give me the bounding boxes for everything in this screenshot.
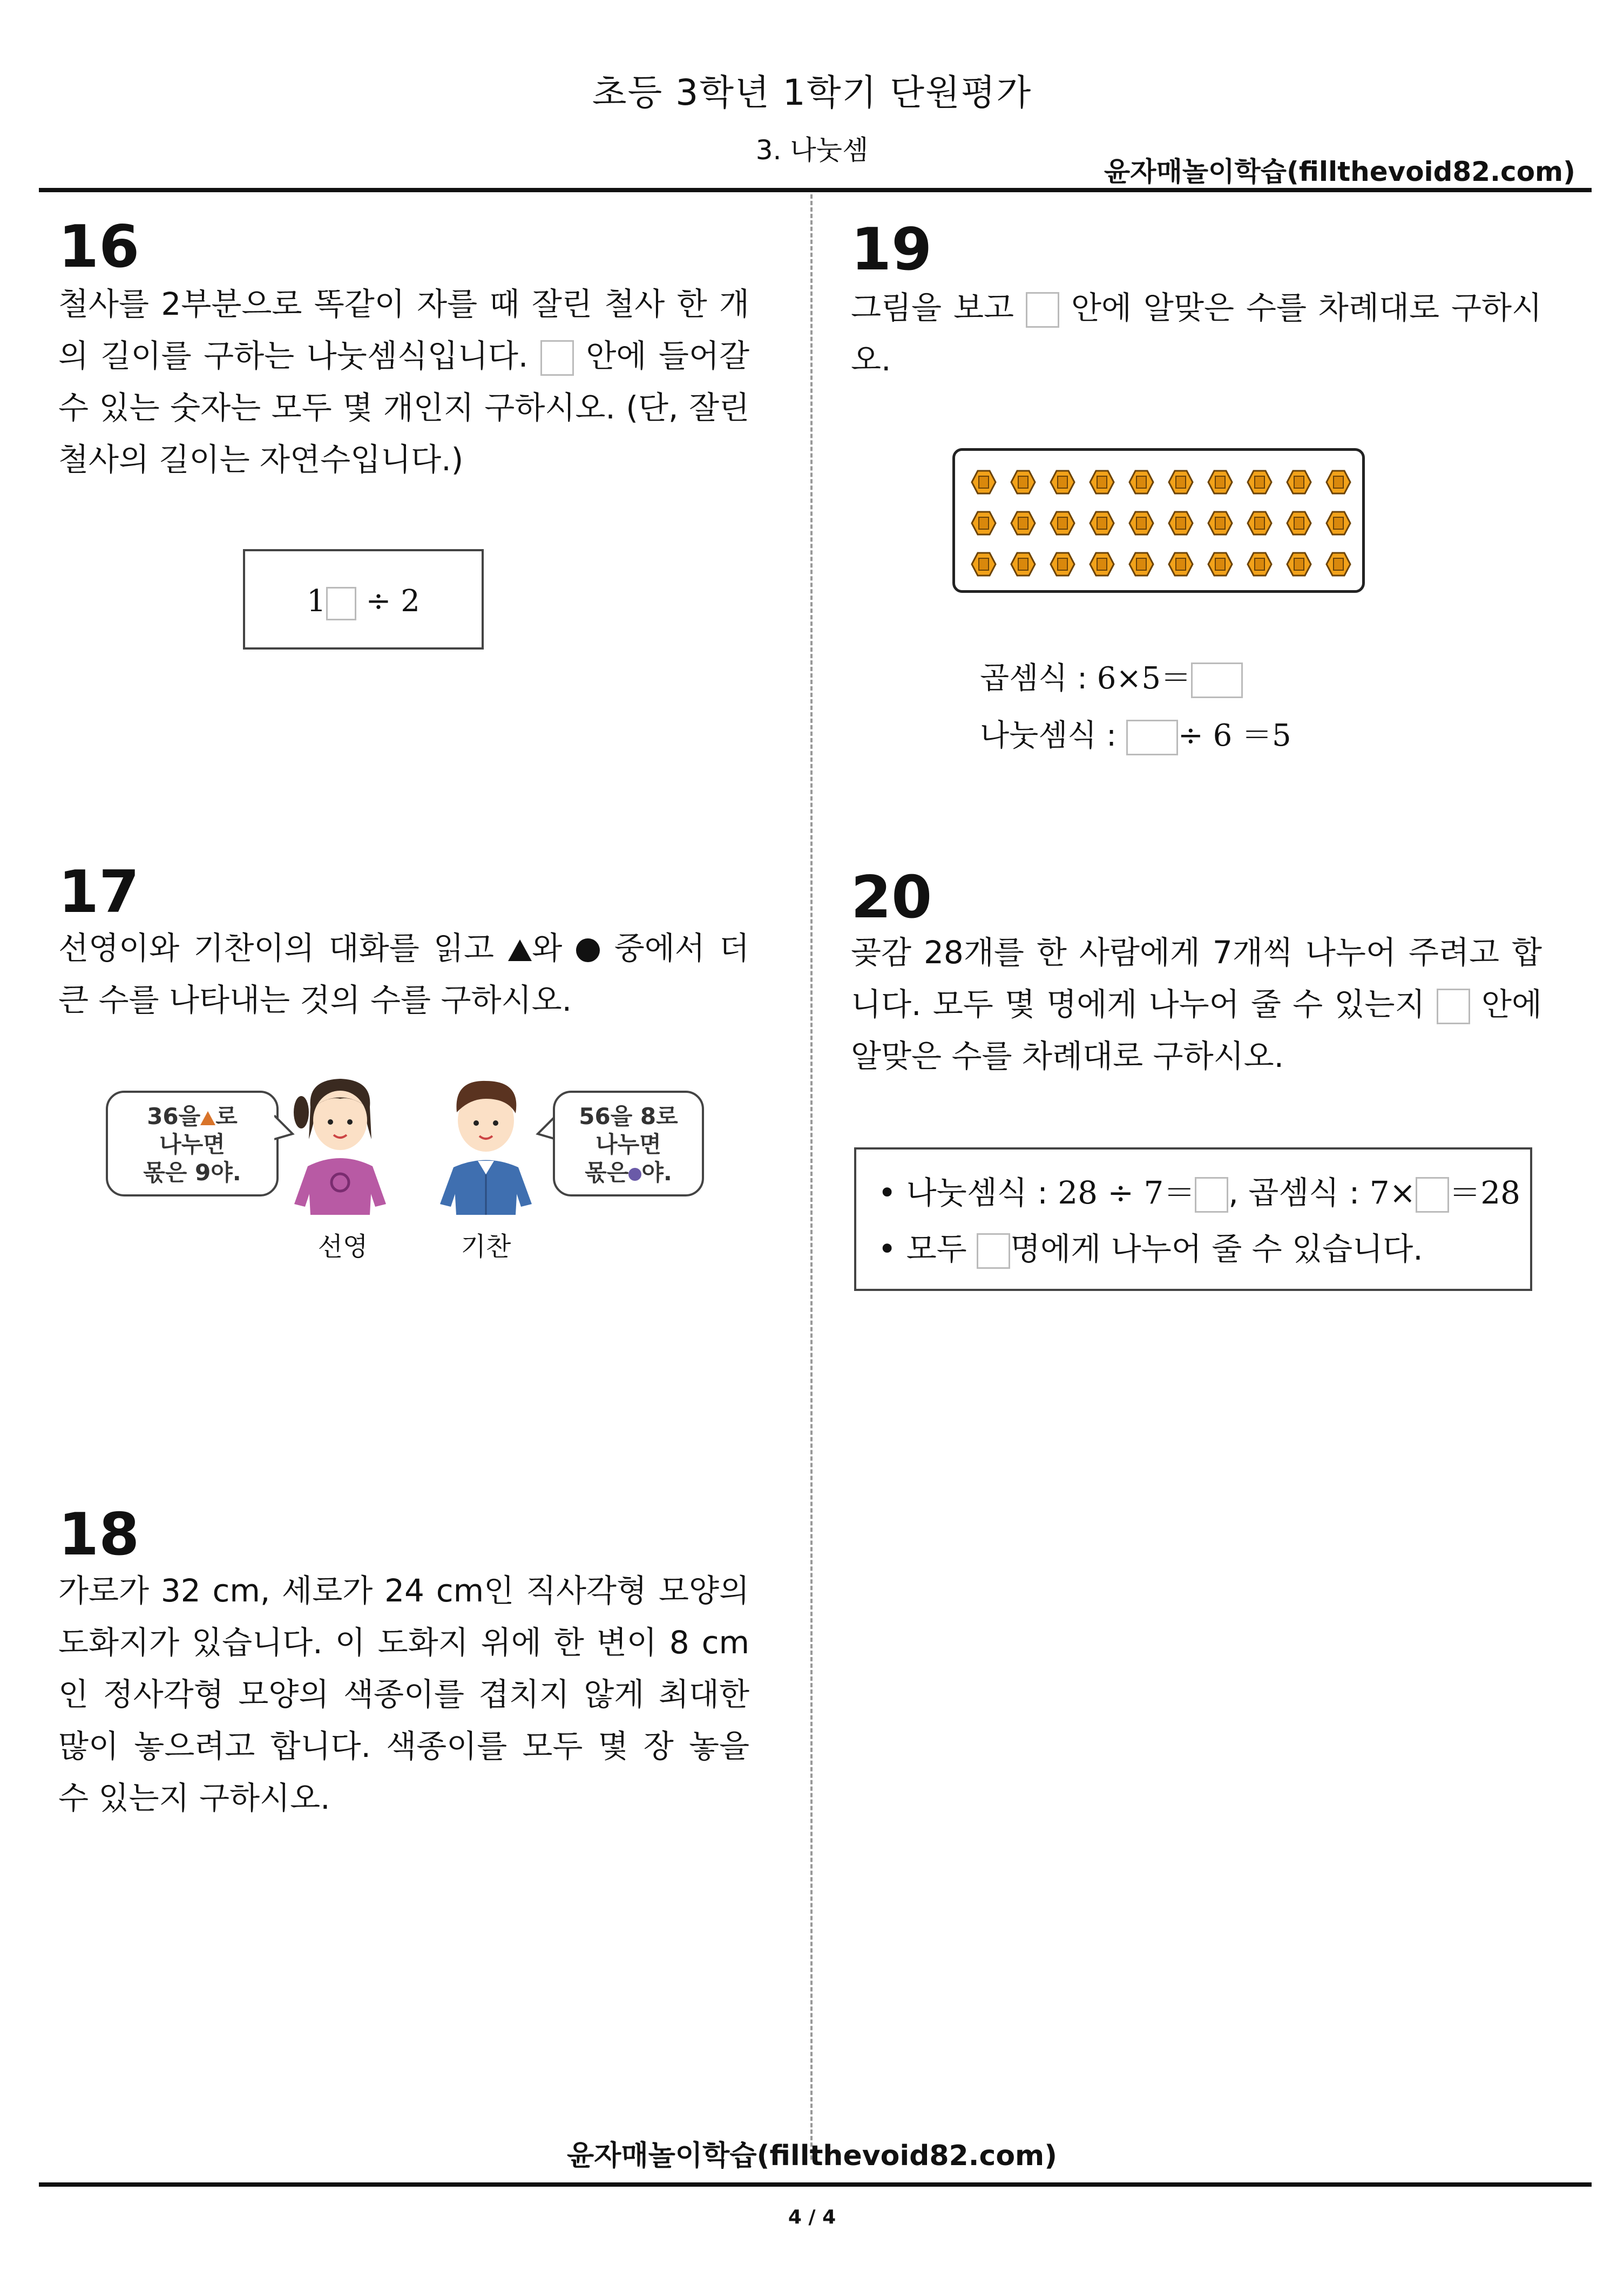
q16-expr-right: ÷ 2 [366, 584, 420, 619]
question-18-text: 가로가 32 cm, 세로가 24 cm인 직사각형 모양의 도화지가 있습니다. 이 도화지 위에 한 변이 8 cm인 정사각형 모양의 색종이를 겹치지 않게 최대한 많이 놓으려고 합니다. 색종이를 모두 몇 장 놓을 수 있는지 구하시오. [58, 1572, 749, 1816]
answer-blank-icon [1195, 1177, 1228, 1213]
bubble-right-line3a: 몫은 [585, 1159, 629, 1186]
q19-mult-expr: 6×5＝ [1097, 661, 1191, 696]
name-label-right: 기찬 [461, 1232, 511, 1262]
q20-line2-b: 명에게 나누어 줄 수 있습니다. [1010, 1230, 1423, 1267]
nut-icon [1010, 469, 1037, 498]
q20-text-b: 안에 알맞은 수를 차례대로 구하시오. [851, 986, 1542, 1074]
answer-blank-icon [540, 340, 574, 376]
q19-div-line [980, 712, 1291, 755]
bubble-left-line3: 몫은 9야. [143, 1159, 241, 1186]
question-16-text [58, 278, 749, 485]
nut-icon [1285, 551, 1312, 580]
nut-icon [1167, 469, 1194, 498]
nut-icon [1010, 510, 1037, 539]
circle-icon [576, 938, 600, 962]
nut-icon [1128, 469, 1155, 498]
q19-div-expr: ÷ 6 ＝5 [1178, 718, 1291, 753]
nut-icon [1128, 551, 1155, 580]
nut-icon [970, 469, 997, 498]
q20-line2-a: 모두 [906, 1230, 967, 1267]
nut-icon [1325, 510, 1352, 539]
speech-bubble-left [106, 1091, 279, 1196]
answer-blank-icon [1026, 292, 1059, 328]
nut-icon [1088, 510, 1115, 539]
q16-expr-left: 1 [307, 584, 326, 619]
q19-nuts-tray [952, 448, 1365, 593]
speech-bubble-right [553, 1091, 704, 1196]
brand-header: 윤자매놀이학습(fillthevoid82.com) [1104, 156, 1575, 187]
q16-expression [245, 584, 482, 620]
nut-icon [1128, 510, 1155, 539]
q19-text-a: 그림을 보고 [851, 289, 1014, 326]
nut-icon [1246, 510, 1273, 539]
nut-icon [1246, 469, 1273, 498]
question-17-text [58, 922, 749, 1026]
q19-mult-label: 곱셈식 : [980, 661, 1087, 696]
q20-separator: , [1228, 1174, 1239, 1211]
nut-icon [1285, 510, 1312, 539]
girl-seonyoung-illustration [286, 1074, 394, 1220]
answer-blank-icon [977, 1233, 1010, 1269]
q19-mult-line [980, 654, 1243, 698]
question-19-text [851, 282, 1542, 386]
nut-icon [1049, 510, 1076, 539]
q19-div-label: 나눗셈식 : [980, 718, 1117, 753]
q19-text-b: 안에 알맞은 수를 차례대로 구하시오. [851, 289, 1542, 378]
triangle-icon [508, 939, 532, 961]
bullet: • [878, 1174, 897, 1211]
bubble-right-line1: 56을 8로 [579, 1103, 678, 1130]
q20-answer-box [854, 1147, 1532, 1291]
question-number-19: 19 [851, 216, 932, 283]
nut-icon [1207, 551, 1234, 580]
q17-text-c: 중에서 더 큰 수를 나타내는 것의 수를 구하시오. [58, 930, 750, 1018]
nut-icon [1010, 551, 1037, 580]
nut-icon [1325, 469, 1352, 498]
q17-text-a: 선영이와 기찬이의 대화를 읽고 [58, 930, 494, 966]
question-number-18: 18 [58, 1501, 140, 1568]
bubble-left-line1a: 36을 [147, 1103, 201, 1130]
question-20-text [851, 927, 1542, 1082]
triangle-icon [200, 1111, 215, 1125]
nut-icon [1088, 469, 1115, 498]
header-rule [39, 188, 1592, 192]
question-number-16: 16 [58, 213, 140, 281]
page-number: 4 / 4 [788, 2206, 836, 2228]
answer-blank-icon [1437, 989, 1470, 1024]
nut-icon [1246, 551, 1273, 580]
brand-footer: 윤자매놀이학습(fillthevoid82.com) [566, 2140, 1057, 2172]
boy-gichan-illustration [432, 1074, 540, 1220]
nut-icon [1285, 469, 1312, 498]
bubble-left-line1b: 로 [215, 1103, 238, 1130]
bubble-left-line2: 나누면 [159, 1131, 225, 1158]
q20-mult-label: 곱셈식 : [1248, 1174, 1360, 1211]
column-divider [810, 194, 813, 2160]
q16-text-a: 철사를 2부분으로 똑같이 자를 때 잘린 철사 한 개의 길이를 구하는 나눗셈식입니다. [58, 286, 749, 374]
question-number-20: 20 [851, 864, 932, 931]
question-number-17: 17 [58, 858, 140, 926]
q16-expression-box [243, 549, 484, 650]
q16-text-b: 안에 들어갈 수 있는 숫자는 모두 몇 개인지 구하시오. (단, 잘린 철사의 길이는 자연수입니다.) [58, 337, 750, 478]
unit-subtitle: 3. 나눗셈 [755, 134, 869, 166]
q17-text-b: 와 [532, 930, 563, 966]
circle-icon [628, 1168, 641, 1181]
q20-mult-expr-b: ＝28 [1449, 1174, 1521, 1211]
nut-icon [1167, 510, 1194, 539]
answer-blank-icon [1416, 1177, 1449, 1213]
nut-icon [1207, 510, 1234, 539]
q20-mult-expr-a: 7× [1369, 1174, 1416, 1211]
q20-div-label: 나눗셈식 : [906, 1174, 1048, 1211]
q20-text-a: 곶감 28개를 한 사람에게 7개씩 나누어 주려고 합니다. 모두 몇 명에게 나누어 줄 수 있는지 [851, 934, 1542, 1023]
q20-line-2 [878, 1221, 1530, 1277]
nut-icon [970, 510, 997, 539]
nut-icon [1325, 551, 1352, 580]
nut-icon [970, 551, 997, 580]
bullet: • [878, 1230, 897, 1267]
nut-icon [1049, 551, 1076, 580]
nut-icon [1088, 551, 1115, 580]
nut-icon [1167, 551, 1194, 580]
answer-blank-icon [1126, 720, 1178, 755]
q20-line-1 [878, 1165, 1530, 1221]
bubble-right-line3b: 야. [641, 1159, 672, 1186]
nut-grid [964, 462, 1358, 585]
bubble-right-line2: 나누면 [596, 1131, 661, 1158]
footer-rule [39, 2182, 1592, 2187]
page-title: 초등 3학년 1학기 단원평가 [592, 72, 1032, 113]
name-label-left: 선영 [317, 1232, 368, 1262]
nut-icon [1049, 469, 1076, 498]
q20-div-expr: 28 ÷ 7＝ [1058, 1174, 1195, 1211]
answer-blank-icon [1191, 662, 1243, 698]
nut-icon [1207, 469, 1234, 498]
answer-blank-icon [326, 587, 356, 620]
